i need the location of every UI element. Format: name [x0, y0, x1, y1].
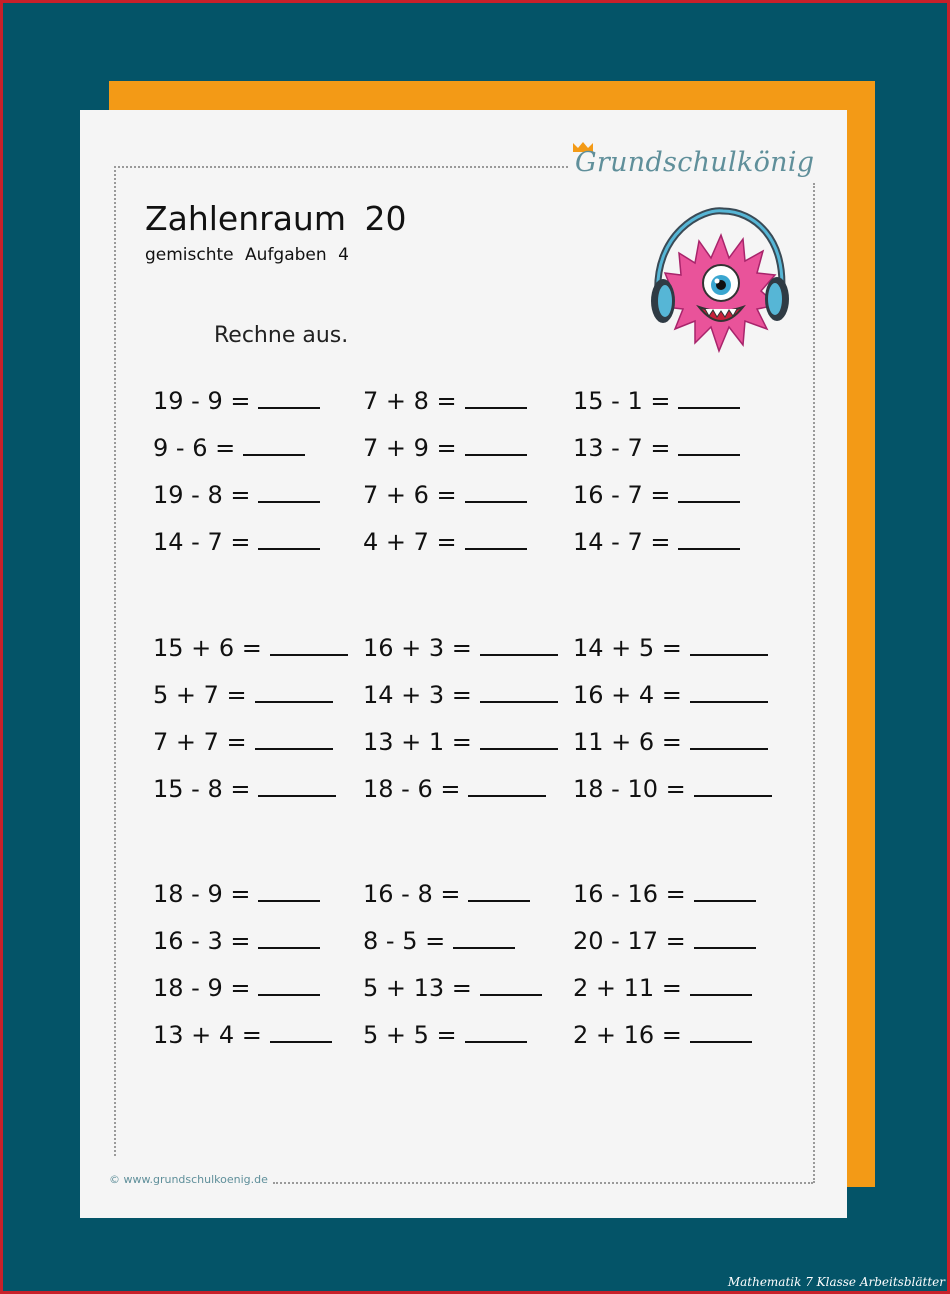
exercise-text: 18 - 10 =	[573, 775, 686, 803]
exercise-item	[363, 724, 558, 758]
exercise-item	[363, 876, 530, 910]
exercise-item	[573, 524, 740, 558]
exercise-text: 5 + 13 =	[363, 974, 472, 1002]
exercise-text: 9 - 6 =	[153, 434, 236, 462]
exercise-item	[363, 677, 558, 711]
exercise-item	[573, 430, 740, 464]
answer-blank	[690, 970, 752, 996]
exercise-text: 16 - 3 =	[153, 927, 251, 955]
watermark-text: Mathematik 7 Klasse Arbeitsblätter	[727, 1275, 945, 1289]
answer-blank	[465, 383, 527, 409]
exercise-item	[153, 876, 320, 910]
answer-blank	[258, 383, 320, 409]
exercise-text: 5 + 7 =	[153, 681, 247, 709]
dotted-border-bottom	[273, 1182, 813, 1184]
answer-blank	[258, 970, 320, 996]
exercise-text: 14 + 3 =	[363, 681, 472, 709]
exercise-text: 13 - 7 =	[573, 434, 671, 462]
exercise-item	[363, 477, 527, 511]
answer-blank	[258, 524, 320, 550]
exercise-text: 14 - 7 =	[573, 528, 671, 556]
exercise-item	[153, 923, 320, 957]
worksheet-title: Zahlenraum 20	[145, 199, 407, 238]
exercise-item	[363, 923, 515, 957]
exercise-text: 14 - 7 =	[153, 528, 251, 556]
exercise-item	[153, 677, 333, 711]
exercise-item	[363, 970, 542, 1004]
exercise-text: 16 + 3 =	[363, 634, 472, 662]
exercise-text: 16 - 16 =	[573, 880, 686, 908]
exercise-item	[153, 477, 320, 511]
answer-blank	[465, 1017, 527, 1043]
exercise-text: 7 + 6 =	[363, 481, 457, 509]
exercise-item	[153, 630, 348, 664]
answer-blank	[678, 383, 740, 409]
exercise-text: 18 - 9 =	[153, 974, 251, 1002]
exercise-item	[363, 630, 558, 664]
exercise-item	[363, 771, 546, 805]
exercise-item	[153, 430, 305, 464]
exercise-text: 18 - 9 =	[153, 880, 251, 908]
answer-blank	[270, 1017, 332, 1043]
exercise-item	[573, 923, 756, 957]
answer-blank	[694, 923, 756, 949]
exercise-text: 16 + 4 =	[573, 681, 682, 709]
exercise-item	[573, 383, 740, 417]
exercise-text: 15 - 8 =	[153, 775, 251, 803]
answer-blank	[243, 430, 305, 456]
dotted-border-right	[813, 183, 815, 1183]
exercise-item	[573, 876, 756, 910]
exercise-item	[153, 771, 336, 805]
exercise-text: 15 - 1 =	[573, 387, 671, 415]
exercise-text: 2 + 16 =	[573, 1021, 682, 1049]
answer-blank	[678, 430, 740, 456]
exercise-text: 16 - 7 =	[573, 481, 671, 509]
answer-blank	[465, 430, 527, 456]
answer-blank	[465, 477, 527, 503]
answer-blank	[258, 876, 320, 902]
exercise-text: 19 - 9 =	[153, 387, 251, 415]
brand-logo: Grundschulkönig	[575, 147, 815, 178]
exercise-text: 15 + 6 =	[153, 634, 262, 662]
answer-blank	[480, 970, 542, 996]
exercise-item	[153, 524, 320, 558]
dotted-border-top	[114, 166, 568, 168]
answer-blank	[465, 524, 527, 550]
exercise-text: 7 + 8 =	[363, 387, 457, 415]
exercise-item	[573, 677, 768, 711]
answer-blank	[480, 630, 558, 656]
exercise-text: 14 + 5 =	[573, 634, 682, 662]
exercise-text: 2 + 11 =	[573, 974, 682, 1002]
answer-blank	[694, 876, 756, 902]
exercise-item	[573, 477, 740, 511]
answer-blank	[258, 771, 336, 797]
exercise-item	[573, 1017, 752, 1051]
dotted-border-left	[114, 166, 116, 1156]
exercise-item	[153, 1017, 332, 1051]
exercise-text: 16 - 8 =	[363, 880, 461, 908]
exercise-text: 7 + 9 =	[363, 434, 457, 462]
exercise-text: 13 + 4 =	[153, 1021, 262, 1049]
exercise-text: 20 - 17 =	[573, 927, 686, 955]
exercise-item	[573, 970, 752, 1004]
exercise-item	[363, 1017, 527, 1051]
exercise-item	[153, 383, 320, 417]
exercise-text: 4 + 7 =	[363, 528, 457, 556]
answer-blank	[255, 724, 333, 750]
answer-blank	[255, 677, 333, 703]
footer-copyright: © www.grundschulkoenig.de	[109, 1173, 268, 1186]
answer-blank	[690, 1017, 752, 1043]
exercise-item	[363, 524, 527, 558]
answer-blank	[258, 477, 320, 503]
answer-blank	[270, 630, 348, 656]
exercise-text: 18 - 6 =	[363, 775, 461, 803]
exercise-item	[573, 630, 768, 664]
exercise-item	[363, 430, 527, 464]
exercise-text: 5 + 5 =	[363, 1021, 457, 1049]
exercise-text: 11 + 6 =	[573, 728, 682, 756]
answer-blank	[453, 923, 515, 949]
exercise-item	[573, 724, 768, 758]
worksheet-subtitle: gemischte Aufgaben 4	[145, 245, 349, 265]
answer-blank	[690, 630, 768, 656]
answer-blank	[468, 771, 546, 797]
answer-blank	[690, 677, 768, 703]
answer-blank	[480, 677, 558, 703]
answer-blank	[480, 724, 558, 750]
monster-icon	[643, 203, 793, 363]
answer-blank	[258, 923, 320, 949]
exercise-item	[573, 771, 772, 805]
exercise-text: 13 + 1 =	[363, 728, 472, 756]
answer-blank	[694, 771, 772, 797]
exercise-text: 8 - 5 =	[363, 927, 446, 955]
answer-blank	[678, 524, 740, 550]
exercise-text: 19 - 8 =	[153, 481, 251, 509]
exercise-item	[153, 970, 320, 1004]
exercise-text: 7 + 7 =	[153, 728, 247, 756]
answer-blank	[690, 724, 768, 750]
answer-blank	[678, 477, 740, 503]
instruction-text: Rechne aus.	[214, 323, 349, 348]
exercise-item	[153, 724, 333, 758]
exercise-item	[363, 383, 527, 417]
answer-blank	[468, 876, 530, 902]
